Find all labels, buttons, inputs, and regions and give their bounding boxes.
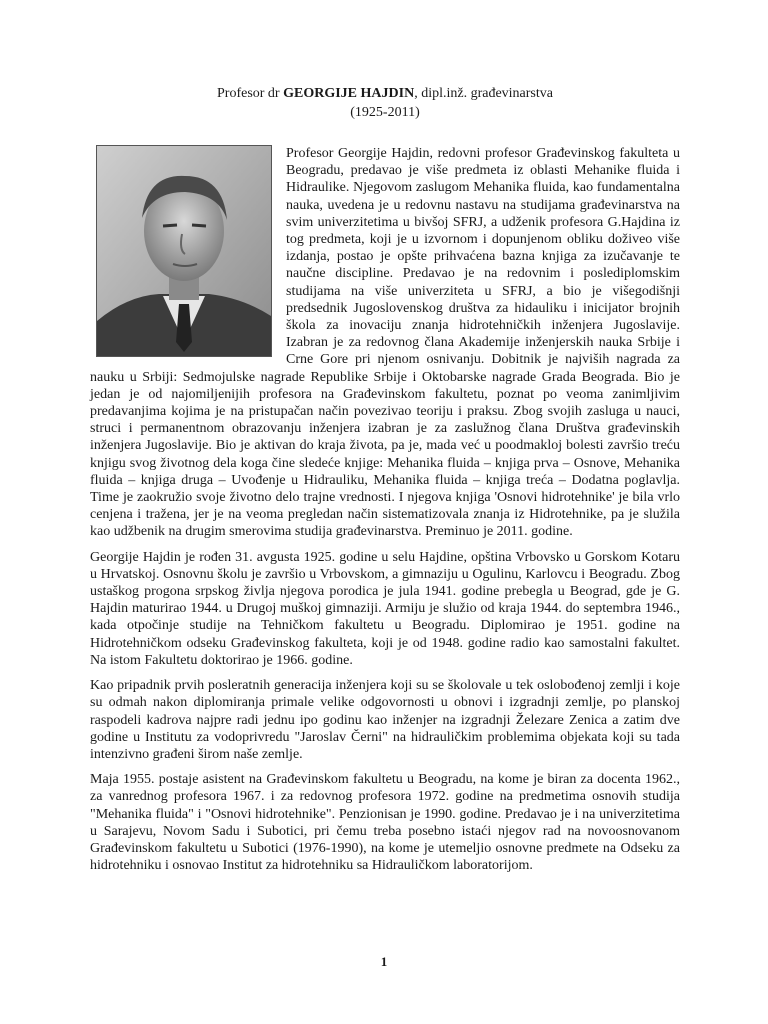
portrait-photo	[96, 145, 272, 357]
document-header	[90, 84, 680, 122]
page-number: 1	[380, 954, 388, 969]
title-suffix: , dipl.inž. građevinarstva	[414, 86, 553, 101]
paragraph-academic-career: Maja 1955. postaje asistent na Građevinskom fakultetu u Beogradu, na kome je biran za docenta 1962., za vanrednog profesora 1967. i za redovnog profesora 1972. godine na predmetima osnovih studija "Mehanika fluida" i "Osnovi hidrotehnike". Penzionisan je 1990. godine. Predavao je i na univerzitetima u Sarajevu, Novom Sadu i Subotici, pri čemu treba posebno istaći njegov rad na novoosnovanom Građevinskom fakultetu u Subotici (1976-1990), na kome je utemeljio osnovne predmete na Odseku za hidrotehniku i osnovao Institut za hidrotehniku sa Hidrauličkom laboratorijom.	[90, 772, 680, 874]
paragraph-early-life: Georgije Hajdin je rođen 31. avgusta 1925. godine u selu Hajdine, opština Vrbovsko u Gorskom Kotaru u Hrvatskoj. Osnovnu školu je završio u Vrbovskom, a gimnaziju u Ogulinu, Karlovcu i Beogradu. Zbog ustaškog progona srpskog življa njegova porodica je jula 1941. godine prebegla u Beograd, gde je G. Hajdin maturirao 1944. u Drugoj muškoj gimnaziji. Armiju je služio od kraja 1944. do septembra 1946., kada otpočinje studije na Tehničkom fakultetu u Beogradu. Diplomirao je 1951. godine na Hidrotehničkom odseku Građevinskog fakulteta, koji je od 1948. godine radio kao samostalni fakultet. Na istom Fakultetu doktorirao je 1966. godine.	[90, 549, 680, 668]
paragraph-biography: Profesor Georgije Hajdin, redovni profesor Građevinskog fakulteta u Beogradu, predavao je više predmeta iz oblasti Mehanike fluida i Hidraulike. Njegovom zaslugom Mehanika fluida, kao fundamentalna nauka, uvedena je u redovnu nastavu na studijama građevinarstva na svim univerzitetima u bivšoj SFRJ, a udženik profesora G.Hajdina iz tog predmeta, koji je u izvornom i dopunjenom obliku doživeo više izdanja, postao je opšte prihvaćena bazna knjiga za izučavanje te naučne discipline. Predavao je na redovnim i poslediplomskim studijama na više univerziteta u SFRJ, a bio je višegodišnji predsednik Jugoslovenskog društva za hidauliku i inicijator brojnih škola za inovaciju znanja hidrotehničkih inženjera Jugoslavije. Izabran je za redovnog člana Akademije inženjerskih nauka Srbije i Crne Gore pri njenom osnivanju. Dobitnik je najviših nagrada za nauku u Srbiji: Sedmojulske nagrade Republike Srbije i Oktobarske nagrade Grada Beograda. Bio je jedan je od najomiljenijih profesora na Građevinskom fakultetu, poznat po veoma zanimljivim predavanjima kojima je na pristupačan način povezivao teoriju i praksu. Zbog svojih zasluga u nauci, struci i permanentnom obrazovanju inženjera izabran je za zaslužnog člana Društva građevinskih inženjera Jugoslavije. Bio je aktivan do kraja života, pa je, mada već u poodmakloj bolesti završio treću knjigu svog životnog dela koga čine sledeće knjige: Mehanika fluida – knjiga prva – Osnove, Mehanika fluida – knjiga druga – Uvođenje u Hidrauliku, Mehanika fluida – knjiga treća – Dodatna poglavlja. Time je zaokružio svoje životno delo trajne vrednosti. I njegova knjiga 'Osnovi hidrotehnike' je bila vrlo cenjena i tražena, jer je na veoma pregledan način sistematizovala znanja iz Hidrotehnike, pa je služila kao udžbenik na drugim smerovima studija građevinarstva. Preminuo je 2011. godine.	[90, 146, 680, 540]
title-prefix: Profesor dr	[217, 86, 284, 101]
title-line	[90, 84, 680, 103]
professor-name: GEORGIJE HAJDIN	[283, 86, 415, 101]
lifespan-years: (1925-2011)	[350, 105, 420, 120]
paragraph-early-career: Kao pripadnik prvih posleratnih generacija inženjera koji su se školovale u tek oslobođenoj zemlji i koje su odmah nakon diplomiranja primale velike odgovornosti u obnovi i izgradnji zemlje, po planskoj raspodeli kadrova najpre radi jednu ipo godinu kao inženjer na izgradnji Železare Zenica a zatim dve godine u Institutu za vodoprivredu "Jaroslav Černi" na hidrauličkim problemima objekata koji su tada intenzivno građeni širom naše zemlje.	[90, 678, 680, 762]
